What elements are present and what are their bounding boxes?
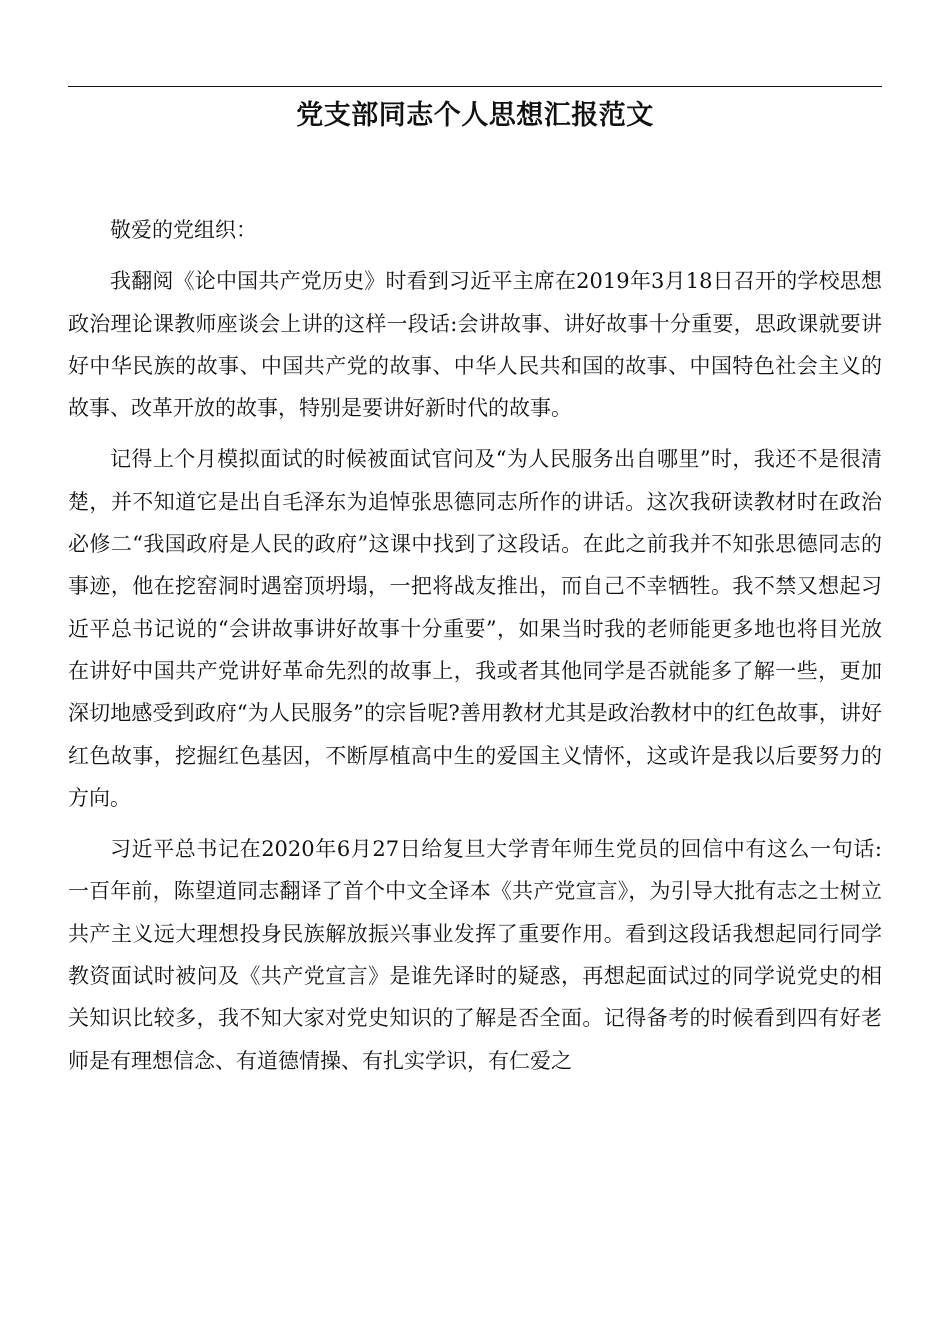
salutation: 敬爱的党组织： bbox=[110, 218, 257, 242]
body-paragraph-1: 我翻阅《论中国共产党历史》时看到习近平主席在2019年3月18日召开的学校思想政治理论课教师座谈会上讲的这样一段话:会讲故事、讲好故事十分重要，思政课就要讲好中华民族的故事、中国共产党的故事、中华人民共和国的故事、中国特色社会主义的故事、改革开放的故事，特别是要讲好新时代的故事。 bbox=[68, 269, 882, 421]
body-paragraph-3: 习近平总书记在2020年6月27日给复旦大学青年师生党员的回信中有这么一句话:一百年前，陈望道同志翻译了首个中文全译本《共产党宣言》，为引导大批有志之士树立共产主义远大理想投身民族解放振兴事业发挥了重要作用。看到这段话我想起同行同学教资面试时被问及《共产党宣言》是谁先译时的疑惑，再想起面试过的同学说党史的相关知识比较多，我不知大家对党史知识的了解是否全面。记得备考的时候看到四有好老师是有理想信念、有道德情操、有扎实学识，有仁爱之 bbox=[68, 837, 882, 1073]
header-rule bbox=[68, 86, 882, 87]
document-body bbox=[68, 209, 882, 1091]
document-title: 党支部同志个人思想汇报范文 bbox=[296, 100, 654, 131]
body-paragraph-2: 记得上个月模拟面试的时候被面试官问及“为人民服务出自哪里”时，我还不是很清楚，并不知道它是出自毛泽东为追悼张思德同志所作的讲话。这次我研读教材时在政治必修二“我国政府是人民的政府”这课中找到了这段话。在此之前我并不知张思德同志的事迹，他在挖窑洞时遇窑顶坍塌，一把将战友推出，而自己不幸牺牲。我不禁又想起习近平总书记说的“会讲故事讲好故事十分重要”，如果当时我的老师能更多地也将目光放在讲好中国共产党讲好革命先烈的故事上，我或者其他同学是否就能多了解一些，更加深切地感受到政府“为人民服务”的宗旨呢?善用教材尤其是政治教材中的红色故事，讲好红色故事，挖掘红色基因，不断厚植高中生的爱国主义情怀，这或许是我以后要努力的方向。 bbox=[68, 447, 882, 810]
